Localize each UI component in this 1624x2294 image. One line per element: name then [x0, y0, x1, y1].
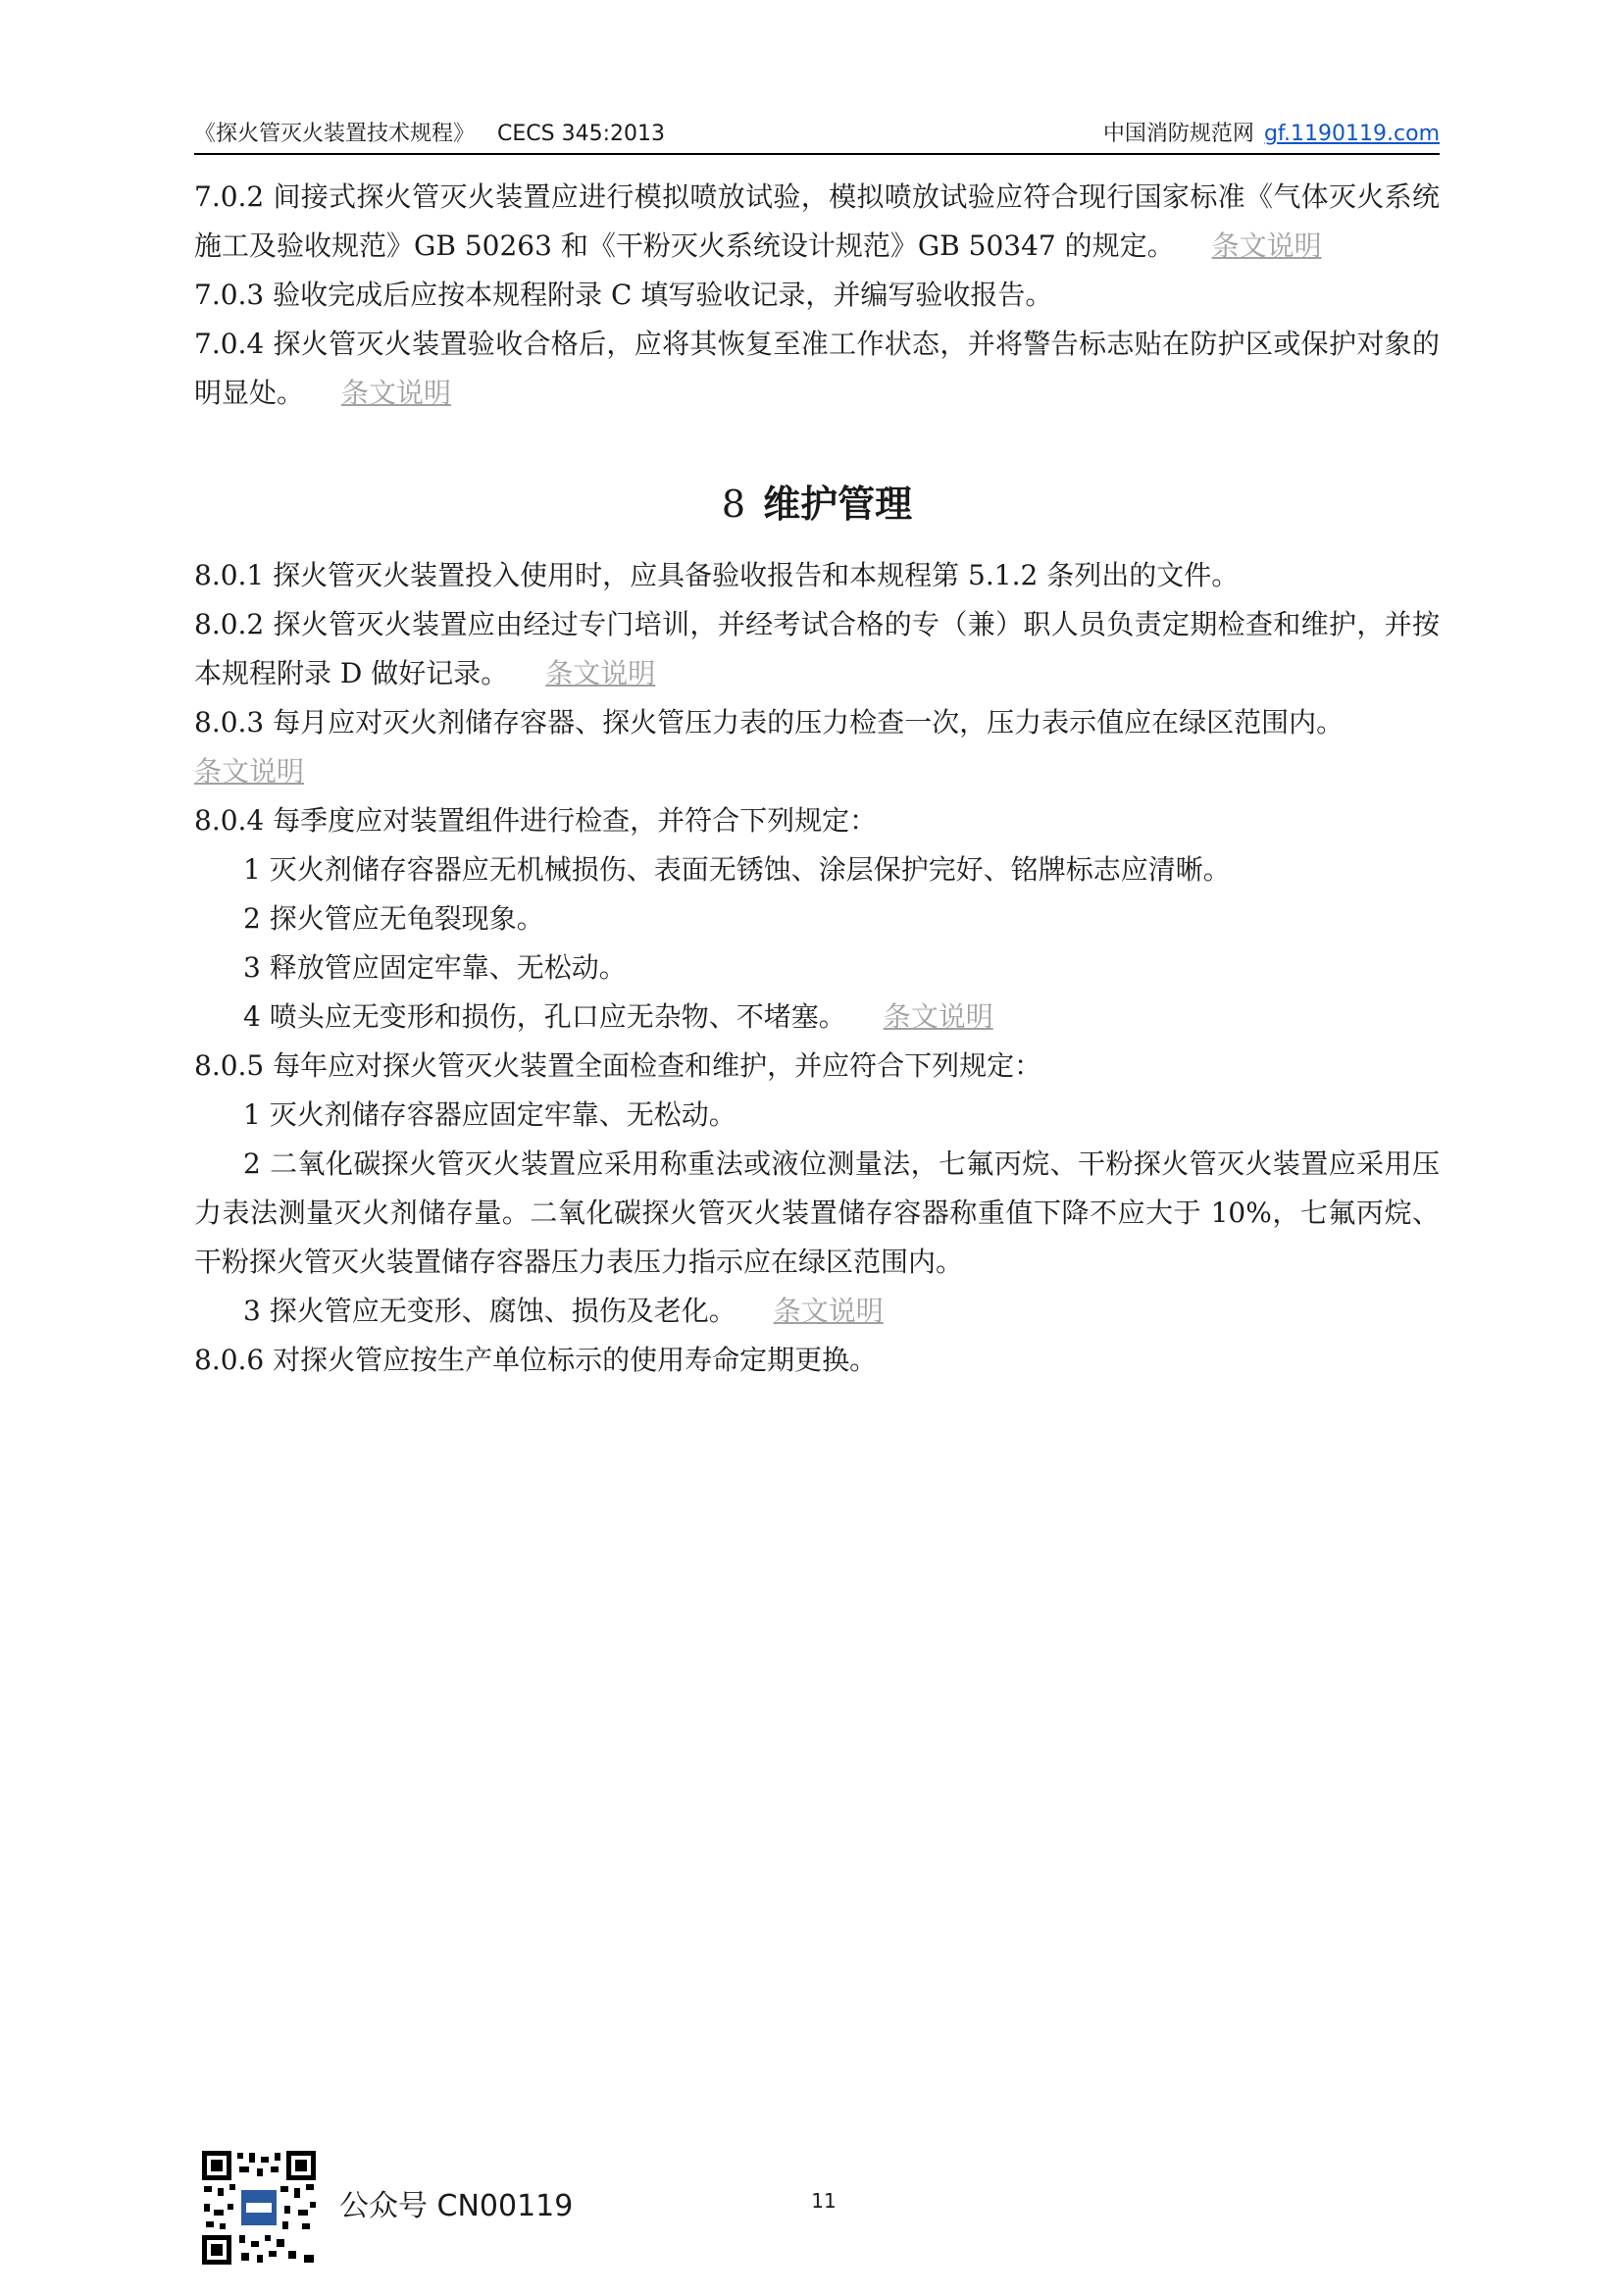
- clause-8-0-4: 8.0.4 每季度应对装置组件进行检查，并符合下列规定：: [194, 804, 878, 837]
- page-header: [194, 116, 1440, 155]
- chapter-title: 维护管理: [763, 483, 913, 526]
- qr-code-icon: [200, 2149, 318, 2267]
- document-body: [194, 173, 1440, 1385]
- page-number: 11: [811, 2189, 837, 2213]
- clause-7-0-3: 7.0.3 验收完成后应按本规程附录 C 填写验收记录，并编写验收报告。: [194, 279, 1053, 311]
- clause-8-0-6: 8.0.6 对探火管应按生产单位标示的使用寿命定期更换。: [194, 1344, 878, 1376]
- clause-explanation-link[interactable]: 条文说明: [341, 377, 452, 409]
- clause-8-0-2: 8.0.2 探火管灭火装置应由经过专门培训，并经考试合格的专（兼）职人员负责定期检查和维护，并按本规程附录 D 做好记录。 条文说明: [194, 608, 1440, 689]
- chapter-heading: [194, 477, 1440, 532]
- header-doc-code: CECS 345:2013: [497, 122, 665, 146]
- list-item: 2 二氧化碳探火管灭火装置应采用称重法或液位测量法，七氟丙烷、干粉探火管灭火装置应采用压力表法测量灭火剂储存量。二氧化碳探火管灭火装置储存容器称重值下降不应大于 10%，七氟丙烷、干粉探火管灭火装置储存容器压力表压力指示应在绿区范围内。: [194, 1147, 1440, 1278]
- clause-8-0-3: 8.0.3 每月应对灭火剂储存容器、探火管压力表的压力检查一次，压力表示值应在绿区范围内。 条文说明: [194, 706, 1345, 788]
- list-item: 3 释放管应固定牢靠、无松动。: [243, 951, 627, 984]
- header-site-name: 中国消防规范网: [1102, 122, 1254, 146]
- header-site: [1103, 116, 1440, 153]
- clause-explanation-link[interactable]: 条文说明: [194, 755, 305, 788]
- clause-explanation-link[interactable]: 条文说明: [1211, 229, 1322, 262]
- list-item: 3 探火管应无变形、腐蚀、损伤及老化。 条文说明: [243, 1295, 884, 1327]
- list-item: 1 灭火剂储存容器应无机械损伤、表面无锈蚀、涂层保护完好、铭牌标志应清晰。: [243, 853, 1231, 886]
- clause-8-0-5: 8.0.5 每年应对探火管灭火装置全面检查和维护，并应符合下列规定：: [194, 1049, 1042, 1082]
- header-site-link[interactable]: gf.1190119.com: [1263, 122, 1440, 146]
- clause-7-0-4: 7.0.4 探火管灭火装置验收合格后，应将其恢复至准工作状态，并将警告标志贴在防护区或保护对象的明显处。 条文说明: [194, 328, 1440, 409]
- clause-explanation-link[interactable]: 条文说明: [773, 1295, 884, 1327]
- header-doc-title: 《探火管灭火装置技术规程》 CECS 345:2013: [194, 122, 665, 146]
- list-item: 1 灭火剂储存容器应固定牢靠、无松动。: [243, 1098, 736, 1131]
- clause-explanation-link[interactable]: 条文说明: [883, 1000, 993, 1033]
- list-item: 2 探火管应无龟裂现象。: [243, 902, 544, 935]
- clause-8-0-1: 8.0.1 探火管灭火装置投入使用时，应具备验收报告和本规程第 5.1.2 条列出的文件。: [194, 559, 1240, 591]
- public-account-label: 公众号 CN00119: [339, 2189, 574, 2223]
- clause-explanation-link[interactable]: 条文说明: [545, 657, 656, 689]
- list-item: 4 喷头应无变形和损伤，孔口应无杂物、不堵塞。 条文说明: [243, 1000, 993, 1033]
- chapter-number: 8: [721, 483, 746, 526]
- clause-7-0-2: 7.0.2 间接式探火管灭火装置应进行模拟喷放试验，模拟喷放试验应符合现行国家标准《气体灭火系统施工及验收规范》GB 50263 和《干粉灭火系统设计规范》GB 50347 的规定。 条文说明: [194, 180, 1440, 262]
